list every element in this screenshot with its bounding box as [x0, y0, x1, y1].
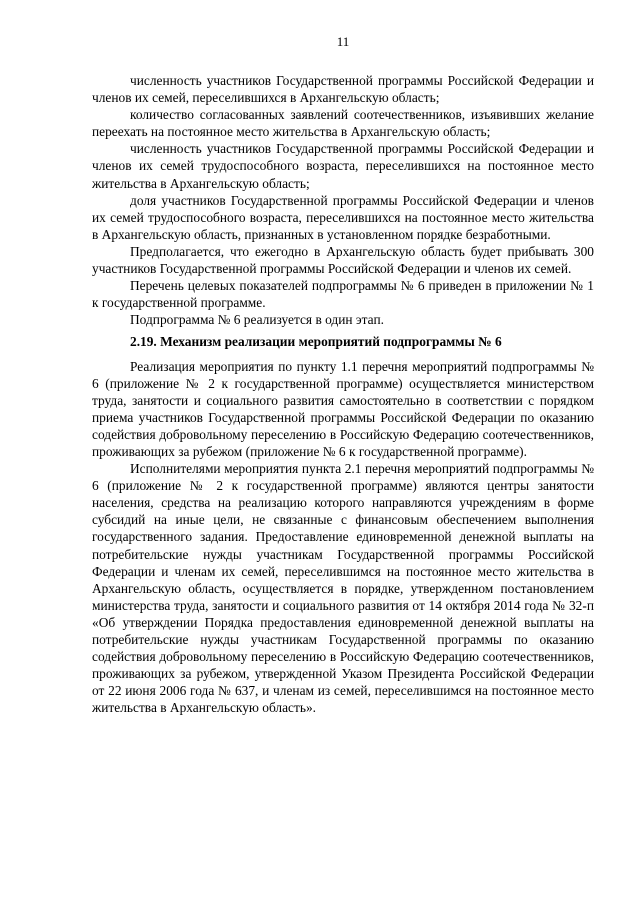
paragraph: Исполнителями мероприятия пункта 2.1 перечня мероприятий подпрограммы № 6 (приложение № 2 к государственной программе) являются центры занятости населения, средства на реализацию которого направляются учреждениям в форме субсидий на иные цели, не связанные с финансовым обеспечением выполнения государственного задания. Предоставление единовременной денежной выплаты на потребительские нужды участникам Государственной программы Российской Федерации и членам их семей, переселившимся на постоянное место жительства в Архангельскую область, осуществляется в порядке, утвержденном постановлением министерства труда, занятости и социального развития от 14 октября 2014 года № 32-п «Об утверждении Порядка предоставления единовременной денежной выплаты на потребительские нужды участникам Государственной программы по оказанию содействия добровольному переселению в Российскую Федерацию соотечественников, проживающих за рубежом, утвержденной Указом Президента Российской Федерации от 22 июня 2006 года № 637, и членам из семей, переселившимся на постоянное место жительства в Архангельскую область». — [92, 461, 594, 716]
paragraph: Подпрограмма № 6 реализуется в один этап. — [130, 312, 384, 328]
paragraph: доля участников Государственной программы Российской Федерации и членов их семей трудоспособного возраста, переселившихся на постоянное место жительства в Архангельскую область, признанных в установленном порядке безработными. — [92, 192, 594, 242]
paragraph: численность участников Государственной программы Российской Федерации и членов их семей трудоспособного возраста, переселившихся на постоянное место жительства в Архангельскую область; — [92, 141, 594, 191]
paragraph: количество согласованных заявлений соотечественников, изъявивших желание переехать на постоянное место жительства в Архангельскую область; — [92, 107, 594, 140]
section-heading: 2.19. Механизм реализации мероприятий подпрограммы № 6 — [130, 334, 502, 350]
page-number: 11 — [336, 34, 350, 49]
document-body — [92, 72, 594, 716]
paragraph: Реализация мероприятия по пункту 1.1 перечня мероприятий подпрограммы № 6 (приложение № 2 к государственной программе) осуществляется министерством труда, занятости и социального развития самостоятельно в соответствии с порядком приема участников Государственной программы Российской Федерации по оказанию содействия добровольному переселению в Российскую Федерацию соотечественников, проживающих за рубежом (приложение № 6 к государственной программе). — [92, 358, 594, 459]
paragraph: Перечень целевых показателей подпрограммы № 6 приведен в приложении № 1 к государственной программе. — [92, 278, 594, 311]
paragraph: Предполагается, что ежегодно в Архангельскую область будет прибывать 300 участников Государственной программы Российской Федерации и членов их семей. — [92, 243, 594, 277]
paragraph: численность участников Государственной программы Российской Федерации и членов их семей, переселившихся в Архангельскую область; — [92, 73, 594, 106]
